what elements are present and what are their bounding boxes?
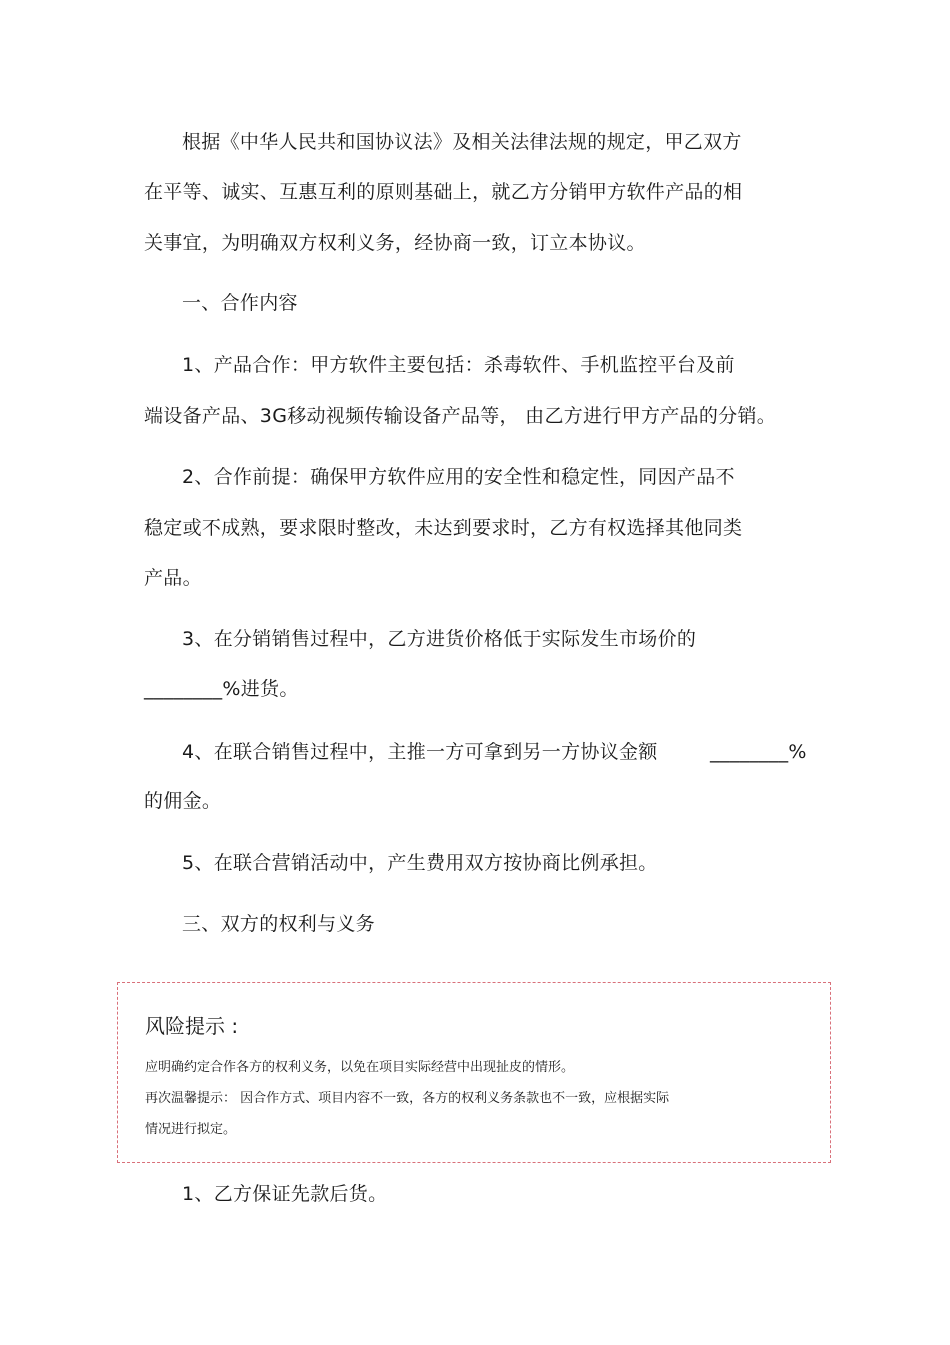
clause-4-line-2: 的佣金。 [144, 790, 222, 812]
preamble-line-2: 在平等、诚实、互惠互利的原则基础上，就乙方分销甲方软件产品的相 [144, 181, 743, 203]
risk-notice-line-1: 应明确约定合作各方的权利义务，以免在项目实际经营中出现扯皮的情形。 [145, 1060, 575, 1075]
clause-5-line-1: 5、在联合营销活动中，产生费用双方按协商比例承担。 [182, 852, 658, 874]
risk-notice-line-2: 再次温馨提示： 因合作方式、项目内容不一致，各方的权利义务条款也不一致，应根据实际 [145, 1091, 670, 1106]
clause-4-blank: ________% [710, 741, 807, 763]
clause-2-line-3: 产品。 [144, 567, 202, 589]
section-heading-rights: 三、双方的权利与义务 [182, 913, 376, 935]
clause-2-line-2: 稳定或不成熟，要求限时整改，未达到要求时，乙方有权选择其他同类 [144, 517, 743, 539]
section-heading-cooperation: 一、合作内容 [182, 292, 298, 314]
clause-4-line-1: 4、在联合销售过程中，主推一方可拿到另一方协议金额 [182, 741, 658, 763]
risk-notice-title: 风险提示 : [145, 1014, 239, 1038]
clause-3-line-2: ________%进货。 [144, 678, 299, 700]
clause-1-line-1: 1、产品合作：甲方软件主要包括：杀毒软件、手机监控平台及前 [182, 354, 735, 376]
clause-3-line-1: 3、在分销销售过程中，乙方进货价格低于实际发生市场价的 [182, 628, 697, 650]
risk-notice-box [117, 982, 831, 1163]
preamble-line-3: 关事宜，为明确双方权利义务，经协商一致，订立本协议。 [144, 232, 646, 254]
rights-clause-1: 1、乙方保证先款后货。 [182, 1183, 388, 1205]
clause-1-line-2: 端设备产品、3G移动视频传输设备产品等， 由乙方进行甲方产品的分销。 [144, 405, 777, 427]
preamble-line-1: 根据《中华人民共和国协议法》及相关法律法规的规定，甲乙双方 [182, 131, 742, 153]
clause-2-line-1: 2、合作前提：确保甲方软件应用的安全性和稳定性，同因产品不 [182, 466, 735, 488]
risk-notice-line-3: 情况进行拟定。 [145, 1122, 237, 1137]
